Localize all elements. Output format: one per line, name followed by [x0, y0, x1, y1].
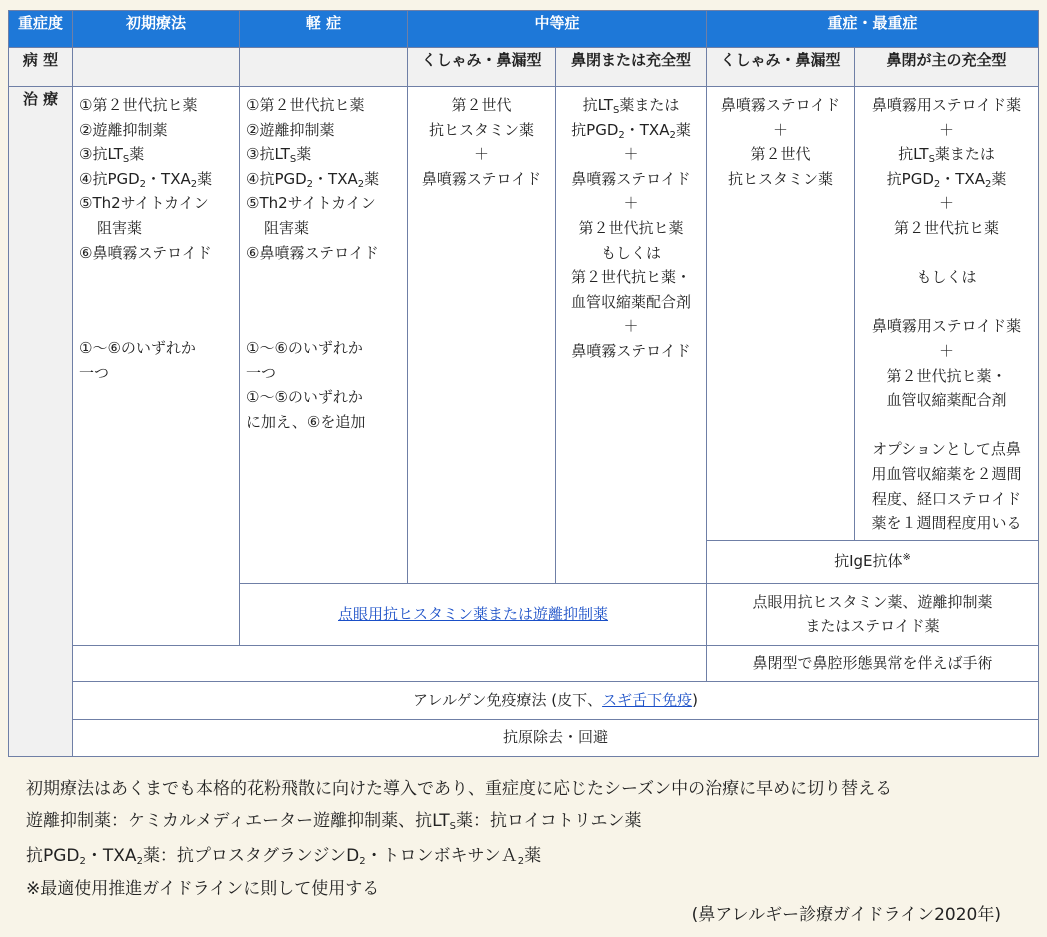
mild-cell: [240, 87, 408, 584]
header-initial: 初期療法: [73, 11, 240, 48]
sev-block-1: 鼻噴霧用ステロイド薬: [871, 96, 1022, 114]
type-sev-sneeze: くしゃみ・鼻漏型: [707, 48, 855, 87]
mod-block-plus-1: ＋: [623, 145, 639, 164]
initial-note-1: ①～⑥のいずれか: [79, 339, 196, 358]
header-severity: 重症度: [9, 11, 73, 48]
initial-item-5b: 阻害薬: [97, 218, 143, 237]
type-row: [9, 48, 1039, 87]
mild-item-4: ④抗$PGD_2$・$TXA_2$薬: [246, 169, 380, 190]
header-mild: 軽 症: [240, 11, 408, 48]
mod-block-1: 抗$LT_S$薬または: [582, 96, 680, 116]
treatment-row-surgery: [9, 645, 1039, 681]
type-mod-sneeze: くしゃみ・鼻漏型: [408, 48, 556, 87]
initial-note-2: 一つ: [79, 363, 110, 382]
mild-item-6: ⑥鼻噴霧ステロイド: [246, 243, 379, 262]
treatment-row-immuno: [9, 681, 1039, 719]
eye-drop-link[interactable]: 点眼用抗ヒスタミン薬または遊離抑制薬: [338, 604, 609, 623]
mild-item-1: ①第２世代抗ヒ薬: [246, 96, 365, 114]
mild-item-5b: 阻害薬: [264, 218, 310, 237]
eye-severe-1: 点眼用抗ヒスタミン薬、遊離抑制薬: [752, 592, 993, 611]
anti-ige-text: 抗IgE抗体: [834, 552, 903, 571]
header-moderate: 中等症: [408, 11, 707, 48]
immunotherapy-close: ): [692, 690, 698, 709]
mod-sneeze-3: 鼻噴霧ステロイド: [421, 169, 542, 188]
mild-note-1: ①～⑥のいずれか: [246, 339, 363, 358]
initial-item-2: ②遊離抑制薬: [79, 120, 168, 139]
sev-sneeze-1: 鼻噴霧ステロイド: [720, 96, 841, 114]
initial-item-4: ④抗$PGD_2$・$TXA_2$薬: [79, 169, 213, 190]
initial-item-5: ⑤Th2サイトカイン: [79, 194, 209, 213]
immunotherapy-text: アレルゲン免疫療法 (皮下、: [413, 690, 603, 709]
sev-block-option-2: 用血管収縮薬を２週間: [871, 464, 1022, 483]
type-mild-empty: [240, 48, 408, 87]
mild-note-2: 一つ: [246, 363, 277, 382]
sev-block-plus-2: ＋: [939, 194, 955, 213]
mod-block-5: もしくは: [601, 243, 662, 262]
mild-note-3: ①～⑤のいずれか: [246, 388, 363, 407]
sev-block-5: もしくは: [916, 268, 977, 287]
eye-drop-severe-cell: [707, 583, 1039, 645]
sev-block-option-4: 薬を１週間程度用いる: [871, 514, 1022, 533]
footnote-2: 遊離抑制薬：ケミカルメディエーター遊離抑制薬、抗$LT_S$薬：抗ロイコトリエン薬: [26, 811, 642, 832]
header-row: [9, 11, 1039, 48]
treatment-label: 治 療: [9, 87, 73, 757]
mod-block-2: 抗$PGD_2$・$TXA_2$薬: [571, 120, 691, 141]
type-mod-block: 鼻閉または充全型: [556, 48, 707, 87]
initial-item-3: ③抗$LT_S$薬: [79, 145, 145, 166]
source-citation: (鼻アレルギー診療ガイドライン2020年): [691, 905, 1001, 925]
mod-block-plus-2: ＋: [623, 194, 639, 213]
mod-block-4: 第２世代抗ヒ薬: [578, 218, 684, 237]
sev-sneeze-plus: ＋: [773, 120, 789, 139]
treatment-table: [8, 10, 1039, 757]
sev-block-option-1: オプションとして点鼻: [872, 440, 1021, 459]
footnote-4: ※最適使用推進ガイドラインに則して使用する: [26, 879, 380, 899]
footnote-3: 抗$PGD_2$・$TXA_2$薬：抗プロスタグランジン$D_2$・トロンボキサンＡ$_2$薬: [26, 846, 542, 867]
treatment-row-main: [9, 87, 1039, 541]
mod-block-8: 鼻噴霧ステロイド: [571, 341, 691, 360]
mod-sneeze-plus: ＋: [473, 145, 489, 164]
sev-block-4: 第２世代抗ヒ薬: [894, 218, 1000, 237]
initial-item-1: ①第２世代抗ヒ薬: [79, 96, 198, 114]
sev-sneeze-cell: [707, 87, 855, 541]
sev-sneeze-3: 抗ヒスタミン薬: [728, 169, 834, 188]
eye-drop-cell: [240, 583, 707, 645]
header-severe: 重症・最重症: [707, 11, 1039, 48]
sugi-sublingual-link[interactable]: スギ舌下免疫: [602, 690, 693, 709]
initial-item-6: ⑥鼻噴霧ステロイド: [79, 243, 212, 262]
sev-sneeze-2: 第２世代: [750, 145, 811, 164]
mild-item-5: ⑤Th2サイトカイン: [246, 194, 376, 213]
surgery-cell: 鼻閉型で鼻腔形態異常を伴えば手術: [707, 645, 1039, 681]
type-label: 病 型: [9, 48, 73, 87]
sev-block-3: 抗$PGD_2$・$TXA_2$薬: [886, 169, 1007, 190]
mild-note-4: に加え、⑥を追加: [246, 412, 366, 431]
type-sev-block: 鼻閉が主の充全型: [855, 48, 1039, 87]
type-initial-empty: [73, 48, 240, 87]
mod-block-cell: [556, 87, 707, 584]
surgery-empty-cell: [73, 645, 707, 681]
mild-item-3: ③抗$LT_S$薬: [246, 145, 312, 166]
mod-block-6: 第２世代抗ヒ薬・: [571, 268, 692, 287]
initial-therapy-cell: [73, 87, 240, 646]
sev-block-plus-1: ＋: [939, 120, 955, 139]
sev-block-cell: [855, 87, 1039, 541]
mod-sneeze-2: 抗ヒスタミン薬: [428, 120, 534, 139]
eye-severe-2: またはステロイド薬: [805, 617, 940, 636]
anti-ige-mark: ※: [902, 552, 911, 564]
sev-block-option-3: 程度、経口ステロイド: [871, 489, 1022, 508]
mod-block-3: 鼻噴霧ステロイド: [571, 169, 691, 188]
treatment-row-avoid: [9, 719, 1039, 756]
mod-sneeze-cell: [408, 87, 556, 584]
mild-item-2: ②遊離抑制薬: [246, 120, 335, 139]
anti-ige-cell: [707, 540, 1039, 583]
sev-block-2: 抗$LT_S$薬または: [898, 145, 995, 166]
sev-block-7: 第２世代抗ヒ薬・: [886, 366, 1007, 385]
sev-block-8: 血管収縮薬配合剤: [886, 391, 1007, 410]
mod-block-plus-3: ＋: [623, 317, 639, 336]
sev-block-plus-3: ＋: [939, 341, 955, 360]
mod-block-7: 血管収縮薬配合剤: [571, 292, 692, 311]
avoidance-cell: 抗原除去・回避: [73, 719, 1039, 756]
immunotherapy-cell: [73, 681, 1039, 719]
mod-sneeze-1: 第２世代: [451, 96, 512, 114]
footnote-1: 初期療法はあくまでも本格的花粉飛散に向けた導入であり、重症度に応じたシーズン中の治療に早めに切り替える: [26, 779, 893, 799]
sev-block-6: 鼻噴霧用ステロイド薬: [871, 317, 1022, 336]
